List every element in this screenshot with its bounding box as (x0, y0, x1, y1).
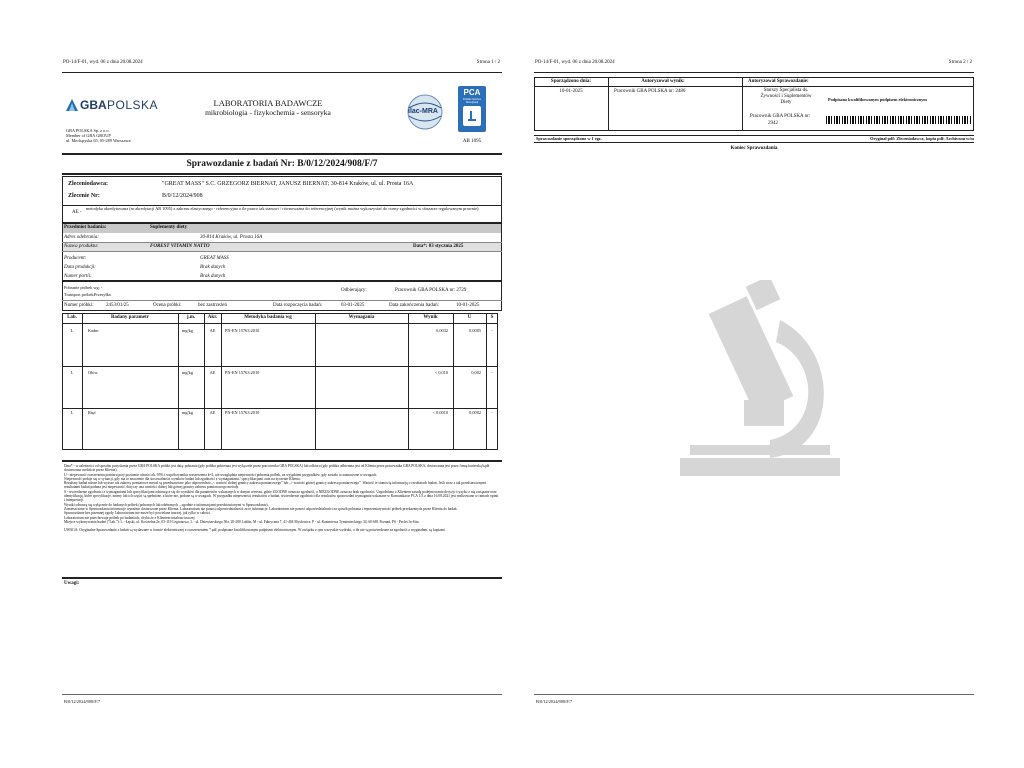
end-date-label: Data zakończenia badań: (389, 303, 439, 308)
producer-label: Producent: (64, 256, 87, 261)
specialist-line: Starszy Specjalista ds. (763, 88, 809, 93)
col-header-requirements: Wymagania (348, 315, 375, 320)
authorized-results-label: Autoryzował wynik: (641, 79, 685, 84)
table-row-method: PN-EN 15763:2010 (225, 328, 260, 333)
footnote: Rezultaty badań niższe lub wyższe niż zakresy pomiarowe metod są przedstawione jako odpowiednio „< wartość dolnej granicy zakresu pomiarowego” lub „> wartość górnej granicy zakresu pomiarowego”. Wartość te stanowią informację o rezultatach badań. Jeśli wraz z tak przedstawionymi rezultatami badań podana jest niepewność, dotyczy ona wartości dolnej lub górnej granicy zakresu pomiarowego metody. (64, 481, 487, 490)
product-label: Nazwa produktu: (64, 244, 99, 249)
col-header-result: Wynik (423, 315, 438, 320)
pca-logo (458, 86, 486, 136)
lab-subtitle: mikrobiologia - fizykochemia - sensoryka (205, 108, 331, 117)
logo-gba-text: GBA (80, 98, 107, 112)
assessment-label: Ocena próbki: (153, 303, 182, 308)
end-of-report: Koniec Sprawozdania (730, 146, 778, 151)
production-date-label: Data produkcji: (64, 265, 96, 270)
footnote: Laboratorium nie przechowuje próbek po badaniach, chyba że z Klientem ustalono inaczej. (64, 515, 196, 520)
table-row-lab: L (70, 410, 74, 415)
product-value: FOREST VITAMIN NATTO (150, 244, 210, 249)
authorized-results-value: Pracownik GBA POLSKA nr: 2486 (614, 89, 686, 94)
receiver-value: Pracownik GBA POLSKA nr: 2729 (395, 288, 467, 293)
col-header-method: Metodyka badania wg (244, 315, 292, 320)
authorized-report-label: Autoryzował Sprawozdanie: (748, 79, 809, 84)
company-line: ul. Mechątyska 65, 05-289 Warszawa (66, 138, 131, 144)
worker-number: 2942 (768, 121, 778, 126)
table-row-u: 0,0002 (469, 410, 481, 415)
prepared-value: 10-01-2025 (559, 89, 583, 94)
subject-label: Przedmiot badania: (64, 225, 107, 230)
batch-label: Numer partii: (64, 274, 92, 279)
table-row-unit: mg/kg (182, 370, 193, 375)
copies-right: Oryginał pdf: Zleceniodawca, kopia pdf: Archiwum w/m (870, 136, 974, 141)
col-header-akr: Akr. (207, 315, 218, 320)
receiver-label: Odbierający: (341, 288, 367, 293)
pca-label: PCA (463, 88, 481, 97)
table-row-param: Rtęć (88, 410, 96, 415)
form-header: PO-14/F-01, wyd. 06 z dnia 20.08.2024 (535, 60, 615, 65)
table-row-result: < 0,0010 (432, 410, 448, 415)
table-row-result: 0,0032 (436, 328, 448, 333)
lab-title: LABORATORIA BADAWCZE (213, 98, 323, 108)
col-header-lab: Lab. (67, 315, 77, 320)
order-label: Zlecenie Nr: (68, 193, 100, 199)
company-address (66, 128, 186, 144)
table-row-lab: L (70, 370, 74, 375)
specialist-line: Diety (780, 100, 792, 105)
table-row-param: Ołów (88, 370, 98, 375)
form-header: PO-14/F-01, wyd. 06 z dnia 20.08.2024 (63, 60, 143, 65)
footnotes (64, 464, 500, 532)
table-row-s: - (491, 328, 493, 333)
page-2 (530, 50, 976, 710)
client-value: "GREAT MASS" S.C. GRZEGORZ BIERNAT, JANUSZ BIERNAT; 30-814 Kraków, ul. ul. Prosta 16A (162, 181, 414, 187)
ae-text: metodyka akredytowana (nr akredytacji AB 1095) z zakresu elastycznego - referencyjna o ile prawo tak stanowi / równoważna do referencyjnej (wynik można wykorzystać do oceny zgodności w obszarze regulowanym prawnie). (86, 206, 480, 211)
sample-date: Data*: 03 stycznia 2025 (413, 244, 464, 249)
table-row-lab: L (70, 328, 74, 333)
table-row-akr: AE (209, 370, 216, 375)
subject-value: Suplementy diety (150, 225, 188, 230)
footnote: U - niepewność rozszerzona pomiaru przy poziomie ufności ok. 95% i współczynniku rozszerzenia k=2, nie uwzględnia niepewności pobrania próbek, za wyjątkiem przypadków, gdy zostało to zaznaczone w uwagach. (64, 472, 378, 477)
ab-number: AB 1095 (462, 139, 482, 144)
col-header-unit: j.m. (186, 315, 196, 320)
worker-line: Pracownik GBA POLSKA nr: (750, 114, 811, 119)
microscope-icon (465, 109, 479, 123)
footnote: Niepewność podaje się w sytuacji, gdy ma to znaczenie dla stosowalności wyników badań lub zgodności z wymaganiami / specyfikacjami oraz na życzenie Klienta. (64, 476, 301, 481)
table-row-akr: AE (209, 410, 216, 415)
page-1 (58, 50, 504, 710)
production-date-value: Brak danych (200, 265, 226, 270)
sample-number-value: 2453/01/25 (106, 303, 129, 308)
address-value: 30-814 Kraków, ul. Prosta 16A (200, 235, 263, 240)
ae-label: AE - (72, 210, 82, 215)
logo-polska-text: POLSKA (107, 98, 159, 112)
footer-code: B/0/12/2024/908/F/7 (536, 699, 573, 704)
footer-code: B/0/12/2024/908/F/7 (64, 699, 101, 704)
table-row-s: - (491, 370, 493, 375)
address-label: Adres odebrania: (64, 235, 99, 240)
table-row-unit: mg/kg (182, 328, 193, 333)
col-header-param: Badany parametr (111, 315, 149, 320)
col-header-s: S (490, 315, 494, 320)
start-date-label: Data rozpoczęcia badań: (273, 303, 323, 308)
table-row-method: PN-EN 15763:2010 (225, 410, 260, 415)
prepared-label: Sporządzono dnia: (550, 79, 592, 84)
footnote: Zamieszczone w Sprawozdaniu informacje wyraźnie dostarczone przez Klienta. Laboratorium nie ponosi odpowiedzialności za te informacje. Laboratorium nie ponosi odpowiedzialności za sposób pobrania i reprezentatywność próbek przekazanych przez Klienta do badań. (64, 506, 458, 511)
copies-left: Sprawozdanie sporządzono w 1 egz. (536, 136, 602, 141)
gba-logo (66, 98, 166, 112)
gba-triangle-icon (66, 99, 78, 111)
order-value: B/0/12/2024/908 (162, 193, 203, 199)
transport-label: Transport próbek: (64, 292, 95, 297)
results-table (62, 313, 498, 450)
footnote: Sprawozdanie bez pisemnej zgody Laboratorium nie może być powielane inaczej, jak tylko w całości. (64, 511, 211, 516)
footnote: Miejsce wykonywania badań ("Lab."): L - Łajski, ul. Kościelna 2e, 05-119 Legionowo, L - ul. Dziewiarskiego 50a, 20-280 Lublin, M - ul. Fabryczna 7, 41-404 Mysłowice, P - ul. Kazimierza Tymienieckiego 34, 60-681 Poznań, PS - Peclet In-Situ (64, 519, 419, 524)
table-row-param: Kadm (88, 328, 99, 333)
transport-value: Przesyłka (94, 292, 111, 297)
pca-small-label: Polskie Centrum Akredytacji (462, 98, 482, 104)
client-label: Zleceniodawca: (68, 181, 108, 187)
col-header-u: U (467, 315, 472, 320)
batch-value: Brak danych (200, 274, 226, 279)
footnote: Data* - w zależności od sposobu pozyskania przez GBA POLSKA próbki jest datą: pobrania (gdy próbka pobierana jest wyłącznie przez pracownika GBA POLSKA) lub odbioru (gdy próbka odbierana jest od Klienta przez pracownika GBA POLSKA, dostarczana jest przez firmę kurierską bądź dostarczana osobiście przez Klienta). (64, 464, 490, 473)
end-date-value: 10-01-2025 (456, 303, 480, 308)
signature-label: Podpisano kwalifikowanym podpisem elektronicznym (828, 97, 927, 102)
page-number: Strona 2 / 2 (948, 60, 972, 65)
sample-number-label: Numer próbki: (64, 303, 94, 308)
table-row-u: 0,0005 (469, 328, 481, 333)
footnote: S - stwierdzenie zgodności z wymaganiami lub specyfikacjami odnoszące się do wyników dla parametrów wskazanych w danym wierszu, gdzie ZGODNE oznacza zgodność, a NIEZGODNE oznacza brak zgodności. Uzgodniono z Klientem zasadę podejmowania decyzji i ryzyko z nią związane oraz identyfikację, które specyfikacje, normy lub ich części są spełnione, a które nie, podane są w uwagach. W przypadku niepewności rezultatów z badań, stwierdzenie zgodności dla rezultatów sprawozdań wymagania wskazane w Komunikacie PCA 1/3 z dnia 16.08.2021 jest realizowane w ramach opinii i interpretacji. (64, 489, 499, 503)
table-row-result: < 0,010 (434, 370, 448, 375)
start-date-value: 03-01-2025 (341, 303, 365, 308)
specialist-title (750, 88, 822, 106)
company-line: GBA POLSKA Sp. z o.o. (66, 128, 110, 133)
table-row-akr: AE (209, 328, 216, 333)
producer-value: GREAT MASS (200, 256, 229, 261)
table-row-u: 0,002 (471, 370, 481, 375)
assessment-value: bez zastrzeżeń (198, 303, 228, 308)
footnote: Wyniki odnoszą się wyłącznie do badanych próbek (pobranych lub odebranych – zgodnie z informacjami przedstawionymi w Sprawozdaniu). (64, 502, 269, 507)
table-row-method: PN-EN 15763:2010 (225, 370, 260, 375)
table-row-unit: mg/kg (182, 410, 193, 415)
report-title: Sprawozdanie z badań Nr: B/0/12/2024/908/F/7 (186, 159, 378, 169)
barcode (826, 116, 972, 124)
table-row-s: - (491, 410, 493, 415)
ilac-mra-logo (403, 94, 447, 130)
ilac-label: ilac-MRA (408, 108, 438, 115)
company-line: Member of GBA GROUP (66, 133, 111, 139)
specialist-line: Żywności i Suplementów (760, 94, 812, 99)
page-number: Strona 1 / 2 (476, 60, 500, 65)
note-text: UWAGA: Oryginalne Sprawozdanie z badań są wydawane w formie elektronicznej z rozszerzeniem *.pdf, podpisane kwalifikowanym podpisem elektronicznym. W związku z tym wszystkie wydruki, o ile nie są potwierdzone za zgodność z oryginałem, są kopiami. (64, 528, 446, 533)
microscope-watermark-icon (680, 280, 840, 480)
remarks-label: Uwagi: (64, 581, 80, 586)
sampling-label: Pobranie próbek wg: - (64, 285, 103, 290)
